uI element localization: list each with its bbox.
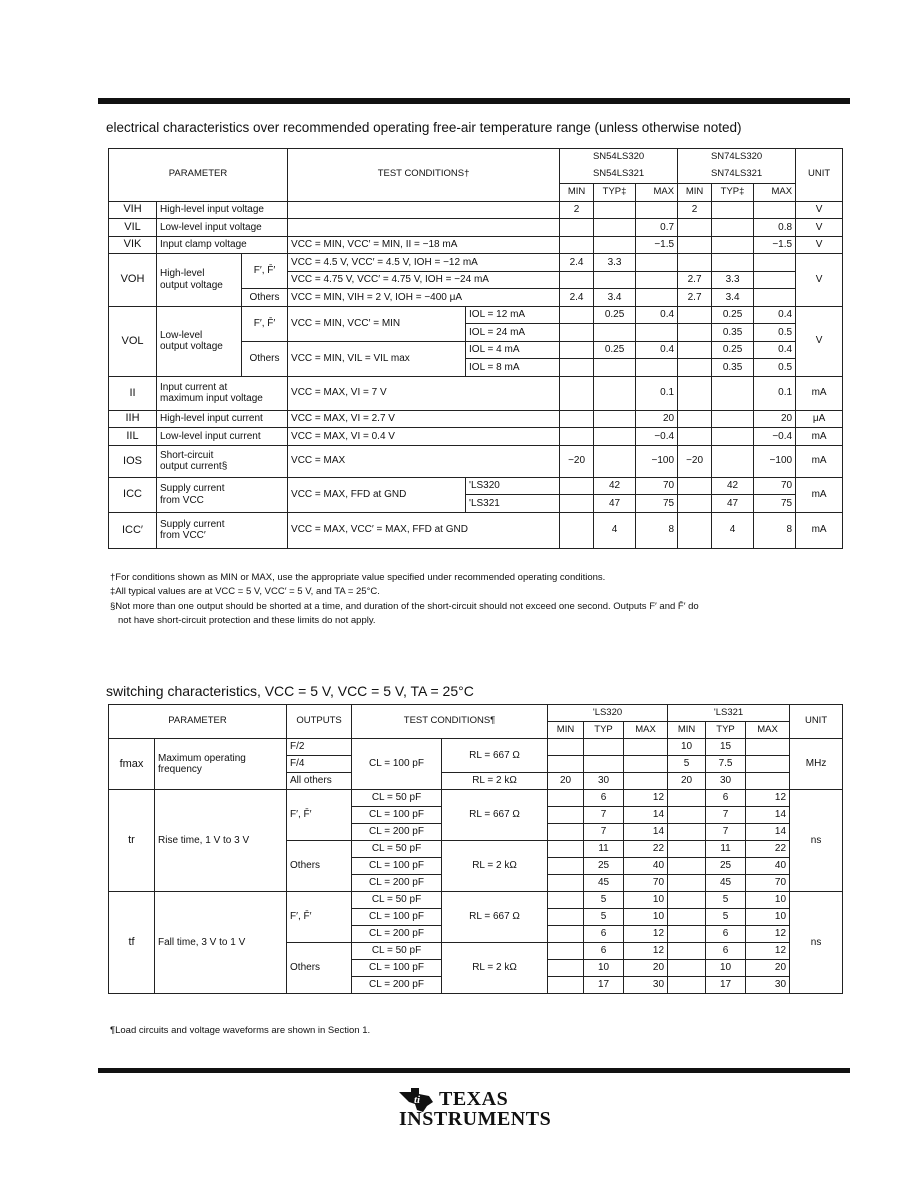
- value: −1.5: [636, 236, 678, 254]
- parameter-header: PARAMETER: [109, 149, 288, 202]
- value: 0.4: [636, 306, 678, 324]
- value: 10: [584, 960, 624, 977]
- test-condition: VCC = MAX, VCC′ = MAX, FFD at GND: [288, 512, 560, 548]
- table-row: [109, 201, 843, 219]
- description: High-level input current: [157, 410, 288, 428]
- value: 30: [624, 977, 668, 994]
- table-row: [109, 477, 843, 495]
- logo-line2: INSTRUMENTS: [399, 1108, 552, 1130]
- value: 5: [584, 909, 624, 926]
- test-condition: VCC = 4.5 V, VCC′ = 4.5 V, IOH = −12 mA: [288, 254, 560, 272]
- value: 0.4: [636, 341, 678, 359]
- load-resistance: RL = 2 kΩ: [442, 773, 548, 790]
- outputs-header: OUTPUTS: [287, 705, 352, 739]
- value: 17: [706, 977, 746, 994]
- value: 0.5: [754, 359, 796, 377]
- value: 0.1: [636, 376, 678, 410]
- description: High-level output voltage: [157, 254, 242, 307]
- unit: MHz: [790, 739, 843, 790]
- test-condition: VCC = MIN, VCC′ = MIN: [288, 306, 466, 341]
- load-capacitance: CL = 100 pF: [352, 739, 442, 790]
- value: 4: [594, 512, 636, 548]
- table-row: [109, 410, 843, 428]
- value: 14: [746, 807, 790, 824]
- value: 20: [548, 773, 584, 790]
- symbol: IOS: [109, 445, 157, 477]
- unit: mA: [796, 512, 843, 548]
- table-row: [109, 306, 843, 324]
- unit: mA: [796, 376, 843, 410]
- unit: V: [796, 236, 843, 254]
- value: 14: [624, 824, 668, 841]
- table-row: [109, 892, 843, 909]
- value: 5: [706, 909, 746, 926]
- load-capacitance: CL = 100 pF: [352, 858, 442, 875]
- value: 10: [624, 892, 668, 909]
- test-condition: VCC = MIN, VIL = VIL max: [288, 341, 466, 376]
- unit-header: UNIT: [790, 705, 843, 739]
- unit: V: [796, 201, 843, 219]
- value: 5: [668, 756, 706, 773]
- output-type: F′, F̄′: [242, 254, 288, 289]
- min-header: MIN: [560, 184, 594, 202]
- value: 7: [584, 807, 624, 824]
- unit: mA: [796, 445, 843, 477]
- iol-condition: IOL = 8 mA: [466, 359, 560, 377]
- symbol: IIH: [109, 410, 157, 428]
- value: 10: [668, 739, 706, 756]
- symbol: ICC′: [109, 512, 157, 548]
- value: 70: [636, 477, 678, 495]
- table-row: [109, 512, 843, 548]
- sn74-header-line2: SN74LS321: [678, 166, 796, 184]
- table-row: [109, 790, 843, 807]
- electrical-characteristics-table: [108, 148, 843, 549]
- value: 75: [636, 495, 678, 513]
- value: 47: [594, 495, 636, 513]
- value: 30: [584, 773, 624, 790]
- description: Low-level input voltage: [157, 219, 288, 237]
- value: 5: [584, 892, 624, 909]
- value: 3.3: [594, 254, 636, 272]
- value: 10: [746, 892, 790, 909]
- load-resistance: RL = 667 Ω: [442, 739, 548, 773]
- value: 70: [754, 477, 796, 495]
- value: 6: [584, 790, 624, 807]
- value: 7: [584, 824, 624, 841]
- load-resistance: RL = 667 Ω: [442, 790, 548, 841]
- value: 10: [706, 960, 746, 977]
- value: −0.4: [754, 428, 796, 446]
- value: 2: [678, 201, 712, 219]
- table-row: [109, 739, 843, 756]
- test-condition: VCC = MAX, VI = 0.4 V: [288, 428, 560, 446]
- table-row: [109, 219, 843, 237]
- value: 45: [584, 875, 624, 892]
- symbol: IIL: [109, 428, 157, 446]
- max-header: MAX: [754, 184, 796, 202]
- logo-line1: TEXAS: [439, 1088, 509, 1110]
- load-capacitance: CL = 50 pF: [352, 841, 442, 858]
- symbol: VOL: [109, 306, 157, 376]
- description: High-level input voltage: [157, 201, 288, 219]
- load-capacitance: CL = 100 pF: [352, 807, 442, 824]
- unit: mA: [796, 477, 843, 512]
- value: −0.4: [636, 428, 678, 446]
- sn54-header-line2: SN54LS321: [560, 166, 678, 184]
- output-type: F′, F̄′: [287, 892, 352, 943]
- test-condition: VCC = MAX, VI = 7 V: [288, 376, 560, 410]
- device: 'LS320: [466, 477, 560, 495]
- table-row: [109, 236, 843, 254]
- value: 3.3: [712, 271, 754, 289]
- min-header: MIN: [668, 722, 706, 739]
- test-conditions-header: TEST CONDITIONS¶: [352, 705, 548, 739]
- value: 0.25: [594, 341, 636, 359]
- value: 30: [706, 773, 746, 790]
- symbol: VIK: [109, 236, 157, 254]
- value: 20: [636, 410, 678, 428]
- electrical-characteristics-heading: electrical characteristics over recommended operating free-air temperature range (unless otherwise noted): [106, 120, 742, 135]
- description: Supply current from VCC: [157, 477, 288, 512]
- output-type: F/2: [287, 739, 352, 756]
- value: 12: [746, 926, 790, 943]
- parameter-header: PARAMETER: [109, 705, 287, 739]
- load-capacitance: CL = 200 pF: [352, 977, 442, 994]
- value: 0.1: [754, 376, 796, 410]
- value: 25: [584, 858, 624, 875]
- symbol: VOH: [109, 254, 157, 307]
- value: 20: [754, 410, 796, 428]
- description: Input clamp voltage: [157, 236, 288, 254]
- load-capacitance: CL = 200 pF: [352, 875, 442, 892]
- max-header: MAX: [636, 184, 678, 202]
- description: Low-level input current: [157, 428, 288, 446]
- value: 42: [594, 477, 636, 495]
- switching-characteristics-heading: switching characteristics, VCC = 5 V, VCC = 5 V, TA = 25°C: [106, 683, 474, 699]
- output-type: F/4: [287, 756, 352, 773]
- value: 7: [706, 824, 746, 841]
- sn74-header-line1: SN74LS320: [678, 149, 796, 167]
- value: 30: [746, 977, 790, 994]
- footnote: §Not more than one output should be shorted at a time, and duration of the short-circuit should not exceed one second. Outputs F′ and F̄′ do: [110, 601, 699, 612]
- load-capacitance: CL = 100 pF: [352, 960, 442, 977]
- value: 11: [706, 841, 746, 858]
- value: 0.4: [754, 341, 796, 359]
- value: −20: [560, 445, 594, 477]
- value: 6: [706, 790, 746, 807]
- sn54-header-line1: SN54LS320: [560, 149, 678, 167]
- value: 12: [746, 943, 790, 960]
- value: 3.4: [712, 289, 754, 307]
- load-capacitance: CL = 50 pF: [352, 892, 442, 909]
- load-capacitance: CL = 200 pF: [352, 824, 442, 841]
- footnote: not have short-circuit protection and these limits do not apply.: [118, 615, 376, 626]
- value: 0.5: [754, 324, 796, 342]
- value: 47: [712, 495, 754, 513]
- typ-header: TYP: [584, 722, 624, 739]
- unit: ns: [790, 790, 843, 892]
- table-row: [109, 376, 843, 410]
- description: Short-circuit output current§: [157, 445, 288, 477]
- value: 12: [624, 943, 668, 960]
- value: 8: [636, 512, 678, 548]
- test-condition: VCC = MAX: [288, 445, 560, 477]
- value: 3.4: [594, 289, 636, 307]
- value: 2.4: [560, 254, 594, 272]
- value: 45: [706, 875, 746, 892]
- value: 6: [706, 943, 746, 960]
- description: Low-level output voltage: [157, 306, 242, 376]
- value: 0.7: [636, 219, 678, 237]
- load-capacitance: CL = 50 pF: [352, 790, 442, 807]
- value: −1.5: [754, 236, 796, 254]
- footnote: †For conditions shown as MIN or MAX, use the appropriate value specified under recommended operating conditions.: [110, 572, 606, 583]
- max-header: MAX: [624, 722, 668, 739]
- value: 0.4: [754, 306, 796, 324]
- load-resistance: RL = 2 kΩ: [442, 943, 548, 994]
- value: 0.8: [754, 219, 796, 237]
- max-header: MAX: [746, 722, 790, 739]
- value: 12: [746, 790, 790, 807]
- output-type: F′, F̄′: [242, 306, 288, 341]
- value: 10: [746, 909, 790, 926]
- test-condition: VCC = MIN, VCC′ = MIN, II = −18 mA: [288, 236, 560, 254]
- value: 75: [754, 495, 796, 513]
- symbol: VIH: [109, 201, 157, 219]
- value: 2.7: [678, 271, 712, 289]
- output-type: Others: [287, 943, 352, 994]
- value: 40: [746, 858, 790, 875]
- value: 20: [624, 960, 668, 977]
- output-type: Others: [242, 341, 288, 376]
- value: −20: [678, 445, 712, 477]
- value: 0.35: [712, 324, 754, 342]
- texas-instruments-logo: [397, 1086, 557, 1142]
- load-resistance: RL = 667 Ω: [442, 892, 548, 943]
- description: Input current at maximum input voltage: [157, 376, 288, 410]
- value: 11: [584, 841, 624, 858]
- iol-condition: IOL = 12 mA: [466, 306, 560, 324]
- value: 6: [584, 943, 624, 960]
- symbol: tr: [109, 790, 155, 892]
- table-row: [109, 428, 843, 446]
- load-capacitance: CL = 100 pF: [352, 909, 442, 926]
- load-resistance: RL = 2 kΩ: [442, 841, 548, 892]
- value: 2.7: [678, 289, 712, 307]
- top-rule: [98, 98, 850, 104]
- footnote: ‡All typical values are at VCC = 5 V, VCC′ = 5 V, and TA = 25°C.: [110, 586, 380, 597]
- switching-characteristics-table: [108, 704, 843, 994]
- value: 25: [706, 858, 746, 875]
- value: 0.25: [712, 306, 754, 324]
- value: −100: [754, 445, 796, 477]
- output-type: All others: [287, 773, 352, 790]
- value: 22: [624, 841, 668, 858]
- value: 12: [624, 790, 668, 807]
- svg-text:ti: ti: [414, 1094, 421, 1106]
- value: 70: [624, 875, 668, 892]
- test-condition: VCC = MIN, VIH = 2 V, IOH = −400 μA: [288, 289, 560, 307]
- test-conditions-header: TEST CONDITIONS†: [288, 149, 560, 202]
- unit: mA: [796, 428, 843, 446]
- min-header: MIN: [548, 722, 584, 739]
- iol-condition: IOL = 24 mA: [466, 324, 560, 342]
- value: 5: [706, 892, 746, 909]
- header-row-1: [109, 705, 843, 722]
- value: 0.35: [712, 359, 754, 377]
- device: 'LS321: [466, 495, 560, 513]
- value: 6: [584, 926, 624, 943]
- value: 20: [746, 960, 790, 977]
- value: 7.5: [706, 756, 746, 773]
- min-header: MIN: [678, 184, 712, 202]
- value: 40: [624, 858, 668, 875]
- test-condition: VCC = 4.75 V, VCC′ = 4.75 V, IOH = −24 mA: [288, 271, 560, 289]
- table-row: [109, 254, 843, 272]
- value: 0.25: [594, 306, 636, 324]
- unit: ns: [790, 892, 843, 994]
- test-condition: VCC = MAX, VI = 2.7 V: [288, 410, 560, 428]
- symbol: tf: [109, 892, 155, 994]
- value: 2: [560, 201, 594, 219]
- value: 14: [746, 824, 790, 841]
- description: Rise time, 1 V to 3 V: [155, 790, 287, 892]
- symbol: fmax: [109, 739, 155, 790]
- output-type: Others: [287, 841, 352, 892]
- load-capacitance: CL = 50 pF: [352, 943, 442, 960]
- header-row-1: [109, 149, 843, 167]
- iol-condition: IOL = 4 mA: [466, 341, 560, 359]
- unit-header: UNIT: [796, 149, 843, 202]
- value: 70: [746, 875, 790, 892]
- symbol: II: [109, 376, 157, 410]
- description: Maximum operating frequency: [155, 739, 287, 790]
- symbol: ICC: [109, 477, 157, 512]
- value: −100: [636, 445, 678, 477]
- description: Fall time, 3 V to 1 V: [155, 892, 287, 994]
- description: Supply current from VCC′: [157, 512, 288, 548]
- output-type: F′, F̄′: [287, 790, 352, 841]
- value: 20: [668, 773, 706, 790]
- unit: V: [796, 219, 843, 237]
- value: 10: [624, 909, 668, 926]
- value: 0.25: [712, 341, 754, 359]
- symbol: VIL: [109, 219, 157, 237]
- value: 7: [706, 807, 746, 824]
- value: 17: [584, 977, 624, 994]
- unit: μA: [796, 410, 843, 428]
- value: 6: [706, 926, 746, 943]
- footnote: ¶Load circuits and voltage waveforms are shown in Section 1.: [110, 1025, 371, 1036]
- ls321-header: 'LS321: [668, 705, 790, 722]
- typ-header: TYP‡: [712, 184, 754, 202]
- value: 14: [624, 807, 668, 824]
- value: 8: [754, 512, 796, 548]
- value: 42: [712, 477, 754, 495]
- value: 4: [712, 512, 754, 548]
- value: 15: [706, 739, 746, 756]
- unit: V: [796, 254, 843, 307]
- typ-header: TYP: [706, 722, 746, 739]
- ls320-header: 'LS320: [548, 705, 668, 722]
- table-row: [109, 445, 843, 477]
- test-condition: VCC = MAX, FFD at GND: [288, 477, 466, 512]
- unit: V: [796, 306, 843, 376]
- value: 12: [624, 926, 668, 943]
- value: 2.4: [560, 289, 594, 307]
- output-type: Others: [242, 289, 288, 307]
- typ-header: TYP‡: [594, 184, 636, 202]
- value: 22: [746, 841, 790, 858]
- load-capacitance: CL = 200 pF: [352, 926, 442, 943]
- bottom-rule: [98, 1068, 850, 1073]
